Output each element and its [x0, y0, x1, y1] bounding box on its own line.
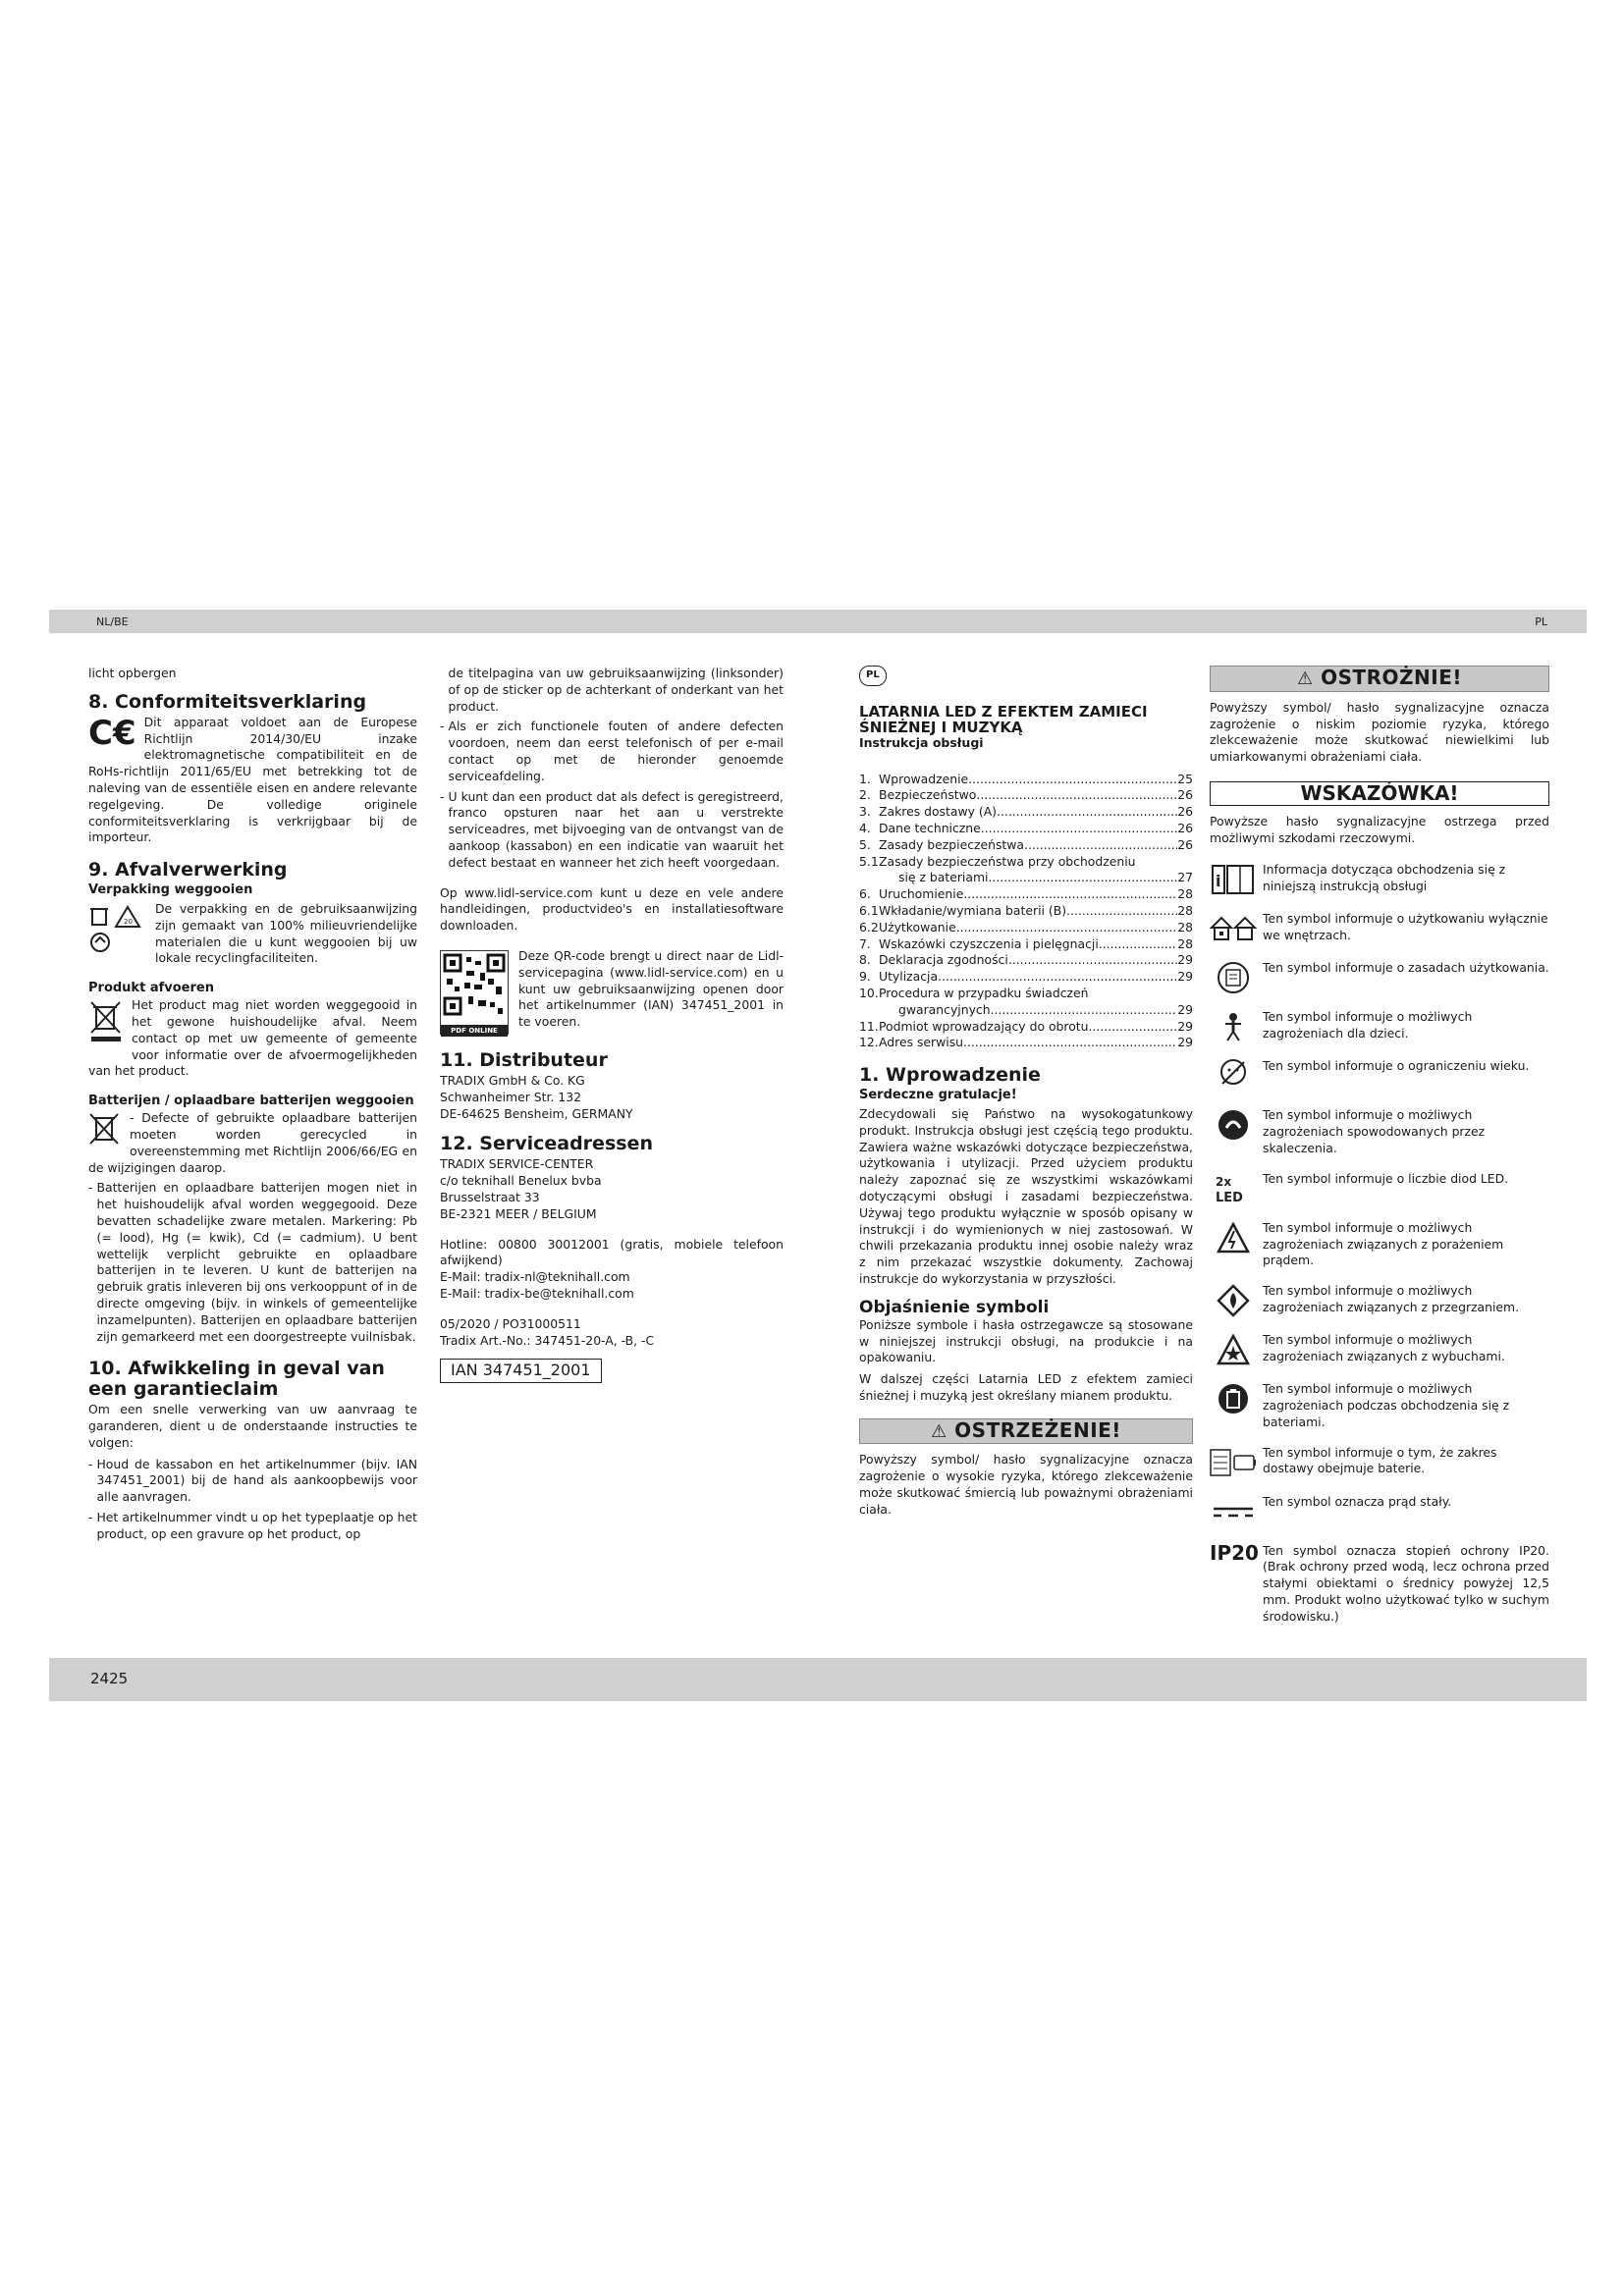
column-3 — [859, 666, 1193, 1523]
symbol-text: Ten symbol oznacza prąd stały. — [1263, 1493, 1452, 1509]
symbol-text: Ten symbol informuje o możliwych zagrożeniach związanych z porażeniem prądem. — [1263, 1219, 1504, 1268]
toc-leader — [963, 886, 1177, 903]
email-be[interactable]: E-Mail: tradix-be@teknihall.com — [440, 1285, 634, 1301]
injury-hazard-icon — [1210, 1107, 1257, 1143]
toc-row — [859, 886, 1193, 903]
toc-row — [859, 854, 1193, 871]
toc-number: 2. — [859, 787, 871, 803]
table-of-contents — [859, 772, 1193, 1052]
toc-row — [859, 870, 1193, 886]
symbol-text: Ten symbol informuje o możliwych zagrożeniach związanych z wybuchami. — [1263, 1332, 1505, 1363]
toc-page: 28 — [1177, 886, 1193, 902]
header-bar — [49, 610, 1587, 633]
warning-box — [859, 1418, 1193, 1445]
ip-rating-text: Ten symbol oznacza stopień ochrony IP20. (Brak ochrony przed wodą, lecz ochrona przed stałymi obiektami o średnicy powyżej 12,5 mm. Produkt wolno użytkować tylko w suchym środowisku.) — [1263, 1542, 1549, 1624]
manual-icon — [1210, 862, 1257, 897]
section-10-item-1: - Houd de kassabon en het artikelnummer (bijv. IAN 347451_2001) bij de hand als aankoopbewijs voor alle aanvragen. — [88, 1456, 417, 1505]
caution-text: Powyższy symbol/ hasło sygnalizacyjne oznacza zagrożenie o niskim poziomie ryzyka, którego zlekceważenie może skutkować niewielkimi lub umiarkowanymi obrażeniami ciała. — [1210, 699, 1549, 765]
toc-label: gwarancyjnych — [898, 1001, 991, 1017]
qr-text: Deze QR-code brengt u direct naar de Lidl-servicepagina (www.lidl-service.com) en u kunt uw gebruiksaanwijzing openen door het artikelnummer (IAN) 347451_2001 in te voeren. — [518, 947, 784, 1030]
qr-label: PDF ONLINE — [441, 1025, 508, 1037]
toc-row — [859, 1002, 1193, 1019]
symbol-row — [1210, 1220, 1549, 1269]
toc-number: 6.1 — [859, 902, 879, 918]
batteries-included-icon — [1210, 1445, 1257, 1480]
toc-leader — [1008, 952, 1177, 969]
section-8-text: C€ Dit apparaat voldoet aan de Europese Richtlijn 2014/30/EU inzake elektromagnetische compatibiliteit en de RoHs-richtlijn 2011/65/EU met betrekking tot de naleving van de essentiële eisen en andere relevante regelgeving. De volledige originele conformiteitsverklaring is verkrijgbaar bij de importeur. — [88, 713, 417, 845]
product-disposal-text: Het product mag niet worden weggegooid in het gewone huishoudelijke afval. Neem contact op met uw gemeente of gemeente voor informatie over de afvoermogelijkheden van het product. — [88, 997, 417, 1079]
symbol-row — [1210, 1283, 1549, 1318]
toc-label: Adres serwisu — [879, 1035, 964, 1050]
toc-row — [859, 969, 1193, 986]
section-10-text: Om een snelle verwerking van uw aanvraag te garanderen, dient u de onderstaande instructies te volgen: — [88, 1402, 417, 1450]
symbol-text: Ten symbol informuje o ograniczeniu wieku. — [1263, 1058, 1530, 1074]
led-count-icon — [1210, 1171, 1257, 1206]
symbol-row — [1210, 1445, 1549, 1480]
section-10-item-4: - U kunt dan een product dat als defect is geregistreerd, franco opsturen naar het aan u verstrekte serviceadres, met bijvoeging van de ontvangst van de aankoop (kassabon) en een indicatie van waaruit het defect bestaat en wanneer het zich heeft voorgedaan. — [440, 788, 784, 870]
manual-subtitle: Instrukcja obsługi — [859, 734, 984, 750]
toc-page: 26 — [1177, 820, 1193, 835]
header-lang-right: PL — [1535, 615, 1547, 628]
explosion-icon — [1210, 1332, 1257, 1367]
svg-text:LED: LED — [1216, 1190, 1243, 1205]
ian-box: IAN 347451_2001 — [440, 1359, 602, 1383]
section-9-text: 20 De verpakking en de gebruiksaanwijzing zijn gemaakt van 100% milieuvriendelijke materialen die u kunt weggooien bij uw lokale recyclingfaciliteiten. — [88, 901, 417, 967]
toc-page: 26 — [1177, 787, 1193, 803]
reference-2: Tradix Art.-No.: 347451-20-A, -B, -C — [440, 1332, 655, 1348]
toc-number: 9. — [859, 969, 871, 985]
toc-leader — [1024, 837, 1177, 854]
toc-page: 29 — [1177, 1001, 1193, 1017]
toc-row — [859, 903, 1193, 920]
section-10-item-3: - Als er zich functionele fouten of andere defecten voordoen, neem dan eerst telefonisch of per e-mail contact op met de hieronder genoemde serviceafdeling. — [440, 719, 784, 783]
toc-label: Podmiot wprowadzający do obrotu — [879, 1018, 1089, 1034]
toc-leader — [938, 969, 1177, 986]
lidl-service-text: Op www.lidl-service.com kunt u deze en vele andere handleidingen, productvideo's en installatiesoftware downloaden. — [440, 884, 784, 934]
section-11-title: 11. Distributeur — [440, 1048, 608, 1071]
symbol-row — [1210, 1494, 1549, 1529]
toc-number: 8. — [859, 952, 871, 968]
caution-box — [1210, 666, 1549, 692]
child-hazard-icon — [1210, 1009, 1257, 1044]
toc-row — [859, 1019, 1193, 1036]
toc-page: 28 — [1177, 935, 1193, 951]
symbol-row — [1210, 862, 1549, 897]
toc-leader — [1099, 936, 1177, 953]
toc-row — [859, 787, 1193, 804]
toc-page: 27 — [1177, 870, 1193, 885]
section-10-item-2: - Het artikelnummer vindt u op het typeplaatje op het product, op een gravure op het product, op — [88, 1510, 417, 1541]
toc-number — [859, 1002, 879, 1019]
toc-row — [859, 936, 1193, 953]
symbol-text: Ten symbol informuje o liczbie diod LED. — [1263, 1170, 1509, 1186]
toc-label: Deklaracja zgodności — [879, 952, 1008, 968]
language-badge: PL — [859, 666, 887, 686]
symbol-row — [1210, 1381, 1549, 1430]
toc-page: 29 — [1177, 969, 1193, 985]
symbol-text: Ten symbol informuje o tym, że zakres dostawy obejmuje baterie. — [1263, 1444, 1497, 1476]
usage-rules-icon — [1210, 960, 1257, 995]
symbol-text: Ten symbol informuje o użytkowaniu wyłącznie we wnętrzach. — [1263, 911, 1548, 943]
section-1-subtitle: Serdeczne gratulacje! — [859, 1088, 1017, 1103]
caution-label: OSTROŻNIE! — [1321, 666, 1463, 689]
toc-label: Procedura w przypadku świadczeń — [879, 985, 1089, 1000]
symbol-row — [1210, 1332, 1549, 1367]
toc-page: 29 — [1177, 1018, 1193, 1034]
header-lang-left: NL/BE — [96, 615, 129, 628]
warning-text: Powyższy symbol/ hasło sygnalizacyjne oznacza zagrożenie o wysokie ryzyka, którego zlekceważenie może skutkować śmiercią lub poważnymi obrażeniami ciała. — [859, 1452, 1193, 1517]
toc-row — [859, 772, 1193, 788]
section-9-subtitle: Verpakking weggooien — [88, 882, 253, 898]
symbols-title: Objaśnienie symboli — [859, 1297, 1050, 1317]
toc-number: 7. — [859, 935, 871, 951]
symbol-text: Ten symbol informuje o zasadach użytkowania. — [1263, 960, 1549, 976]
toc-label: Dane techniczne — [879, 820, 981, 835]
symbol-text: Ten symbol informuje o możliwych zagrożeniach spowodowanych przez skaleczenia. — [1263, 1107, 1486, 1155]
ip-rating-row — [1210, 1543, 1549, 1626]
toc-row — [859, 804, 1193, 821]
section-10-item-2-cont: de titelpagina van uw gebruiksaanwijzing (linksonder) of op de sticker op de achterkant of onderkant van het product. — [448, 666, 784, 714]
toc-number: 6. — [859, 886, 871, 902]
toc-label: Wskazówki czyszczenia i pielęgnacji — [879, 935, 1099, 951]
toc-number: 12. — [859, 1035, 879, 1050]
distributor-address: TRADIX GmbH & Co. KG Schwanheimer Str. 132 DE-64625 Bensheim, GERMANY — [440, 1072, 633, 1121]
toc-label: Zasady bezpieczeństwa przy obchodzeniu — [879, 853, 1136, 869]
toc-page: 29 — [1177, 952, 1193, 968]
symbol-text: Ten symbol informuje o możliwych zagrożeniach dla dzieci. — [1263, 1009, 1473, 1041]
email-nl[interactable]: E-Mail: tradix-nl@teknihall.com — [440, 1269, 630, 1285]
toc-number: 6.2 — [859, 919, 879, 934]
toc-number: 5. — [859, 836, 871, 852]
toc-page: 25 — [1177, 771, 1193, 786]
caution-triangle-icon: ⚠ — [1296, 668, 1314, 689]
battery-item-1: - Defecte of gebruikte oplaadbare batterijen moeten worden gerecycled in overeenstemming met Richtlijn 2006/66/EG en de wijzigingen daarop. — [88, 1110, 417, 1175]
crossed-bin-battery-icon — [88, 1112, 122, 1152]
toc-number: 11. — [859, 1018, 879, 1034]
section-1-title: 1. Wprowadzenie — [859, 1064, 1041, 1087]
toc-leader — [956, 920, 1177, 936]
toc-leader — [976, 787, 1177, 804]
reference-1: 05/2020 / PO31000511 — [440, 1315, 581, 1331]
section-12-title: 12. Serviceadressen — [440, 1133, 653, 1155]
section-1-text: Zdecydowali się Państwo na wysokogatunkowy produkt. Instrukcja obsługi jest częścią tego produktu. Zawiera ważne wskazówki dotyczące bezpieczeństwa, użytkowania i utylizacji. Przed użyciem produktu należy zapoznać się ze wszystkimi wskazówkami dotyczącymi obsługi i zasadami bezpieczeństwa. Używaj tego produktu wyłącznie w sposób opisany w instrukcji i do wymienionych w niej zastosowań. W chwili przekazania produktu innej osobie należy wraz z nim przekazać wszystkie dokumenty. Zachowaj instrukcje do wykorzystania w przyszłości. — [859, 1105, 1193, 1286]
product-title: LATARNIA LED Z EFEKTEM ZAMIECI ŚNIEŻNEJ I MUZYKĄ — [859, 702, 1148, 736]
toc-leader — [997, 804, 1177, 821]
service-address: TRADIX SERVICE-CENTER c/o teknihall Benelux bvba Brusselstraat 33 BE-2321 MEER / BELGIUM — [440, 1156, 602, 1221]
toc-leader — [981, 821, 1177, 837]
toc-row — [859, 1035, 1193, 1051]
section-8-title: 8. Conformiteitsverklaring — [88, 690, 367, 713]
indoor-use-icon — [1210, 911, 1257, 946]
section-10-title: 10. Afwikkeling in geval van een garantieclaim — [88, 1358, 385, 1401]
toc-number: 10. — [859, 985, 879, 1000]
toc-page: 28 — [1177, 919, 1193, 934]
recycling-icon — [88, 903, 147, 959]
toc-label: Bezpieczeństwo — [879, 787, 977, 803]
battery-disposal-title: Batterijen / oplaadbare batterijen weggooien — [88, 1094, 414, 1109]
symbol-list — [1210, 862, 1549, 1528]
toc-number: 3. — [859, 804, 871, 820]
toc-label: się z bateriami — [898, 870, 989, 885]
symbols-text-1: Poniższe symbole i hasła ostrzegawcze są stosowane w niniejszej instrukcji obsługi, na produkcie i na opakowaniu. — [859, 1316, 1193, 1365]
toc-label: Utylizacja — [879, 969, 939, 985]
svg-text:i: i — [1216, 872, 1221, 891]
toc-page: 28 — [1177, 902, 1193, 918]
toc-leader — [988, 870, 1177, 886]
symbol-row — [1210, 911, 1549, 946]
warning-label: OSTRZEŻENIE! — [954, 1417, 1121, 1442]
electric-shock-icon — [1210, 1220, 1257, 1255]
symbol-text: Ten symbol informuje o możliwych zagrożeniach podczas obchodzenia się z bateriami. — [1263, 1381, 1510, 1429]
qr-block — [440, 948, 784, 1039]
svg-text:20: 20 — [124, 917, 133, 926]
ce-mark-icon: C€ — [88, 713, 136, 753]
toc-page: 29 — [1177, 1035, 1193, 1050]
toc-leader — [963, 1035, 1177, 1051]
crossed-bin-icon — [88, 999, 124, 1047]
toc-row — [859, 821, 1193, 837]
column-1 — [88, 666, 417, 1547]
column-4 — [1210, 666, 1549, 1639]
footer-bar — [49, 1658, 1587, 1701]
toc-label: Użytkowanie — [879, 919, 956, 934]
section-9-title: 9. Afvalverwerking — [88, 859, 288, 881]
overheat-icon — [1210, 1283, 1257, 1318]
toc-number: 4. — [859, 820, 871, 835]
toc-row — [859, 952, 1193, 969]
product-disposal-title: Produkt afvoeren — [88, 981, 214, 996]
toc-leader — [1066, 903, 1177, 920]
toc-number: 5.1 — [859, 853, 879, 869]
page-number: 2425 — [90, 1670, 129, 1687]
toc-label: Zakres dostawy (A) — [879, 804, 997, 820]
qr-code-icon[interactable] — [440, 950, 509, 1035]
toc-row — [859, 920, 1193, 936]
toc-leader — [1089, 1019, 1178, 1036]
symbol-text: Ten symbol informuje o możliwych zagrożeniach związanych z przegrzaniem. — [1263, 1283, 1520, 1314]
note-text: Powyższe hasło sygnalizacyjne ostrzega przed możliwymi szkodami rzeczowymi. — [1210, 813, 1549, 845]
toc-number: 1. — [859, 771, 871, 786]
intro-text: licht opbergen — [88, 666, 177, 680]
toc-leader — [991, 1002, 1178, 1019]
symbol-row — [1210, 1009, 1549, 1044]
age-limit-icon — [1210, 1058, 1257, 1094]
symbol-text: Informacja dotycząca obchodzenia się z niniejszą instrukcją obsługi — [1263, 862, 1506, 894]
toc-label: Wkładanie/wymiana baterii (B) — [879, 902, 1067, 918]
symbol-row — [1210, 1058, 1549, 1094]
ip20-icon: IP20 — [1210, 1541, 1259, 1566]
symbols-text-2: W dalszej części Latarnia LED z efektem zamieci śnieżnej i muzyką jest określany mianem produktu. — [859, 1371, 1193, 1403]
symbol-row — [1210, 1171, 1549, 1206]
symbol-row — [1210, 1107, 1549, 1156]
warning-triangle-icon: ⚠ — [931, 1420, 947, 1442]
hotline-text: Hotline: 00800 30012001 (gratis, mobiele telefoon afwijkend) — [440, 1236, 784, 1268]
toc-leader — [968, 772, 1177, 788]
toc-page: 26 — [1177, 804, 1193, 820]
battery-handling-icon — [1210, 1381, 1257, 1416]
toc-label: Wprowadzenie — [879, 771, 969, 786]
symbol-row — [1210, 960, 1549, 995]
toc-label: Zasady bezpieczeństwa — [879, 836, 1025, 852]
toc-number — [859, 870, 879, 886]
direct-current-icon — [1210, 1494, 1257, 1529]
note-box: WSKAZÓWKA! — [1210, 781, 1549, 806]
toc-row — [859, 837, 1193, 854]
svg-text:2x: 2x — [1216, 1174, 1232, 1189]
toc-page: 26 — [1177, 836, 1193, 852]
toc-label: Uruchomienie — [879, 886, 964, 902]
toc-row — [859, 986, 1193, 1002]
column-2 — [440, 666, 784, 1383]
battery-item-2: - Batterijen en oplaadbare batterijen mogen niet in het huishoudelijk afval worden weggegooid. Deze bevatten schadelijke zware metalen. Markering: Pb (= lood), Hg (= kwik), Cd (= cadmium). U bent wettelijk verplicht gebruikte en oplaadbare batterijen in te leveren. U kunt de batterijen na gebruik gratis inleveren bij ons verkooppunt of in de directe omgeving (bijv. in winkels of gemeentelijke inzamelpunten). Batterijen en oplaadbare batterijen zijn gemarkeerd met een doorgestreepte vuilnisbak. — [88, 1180, 417, 1344]
